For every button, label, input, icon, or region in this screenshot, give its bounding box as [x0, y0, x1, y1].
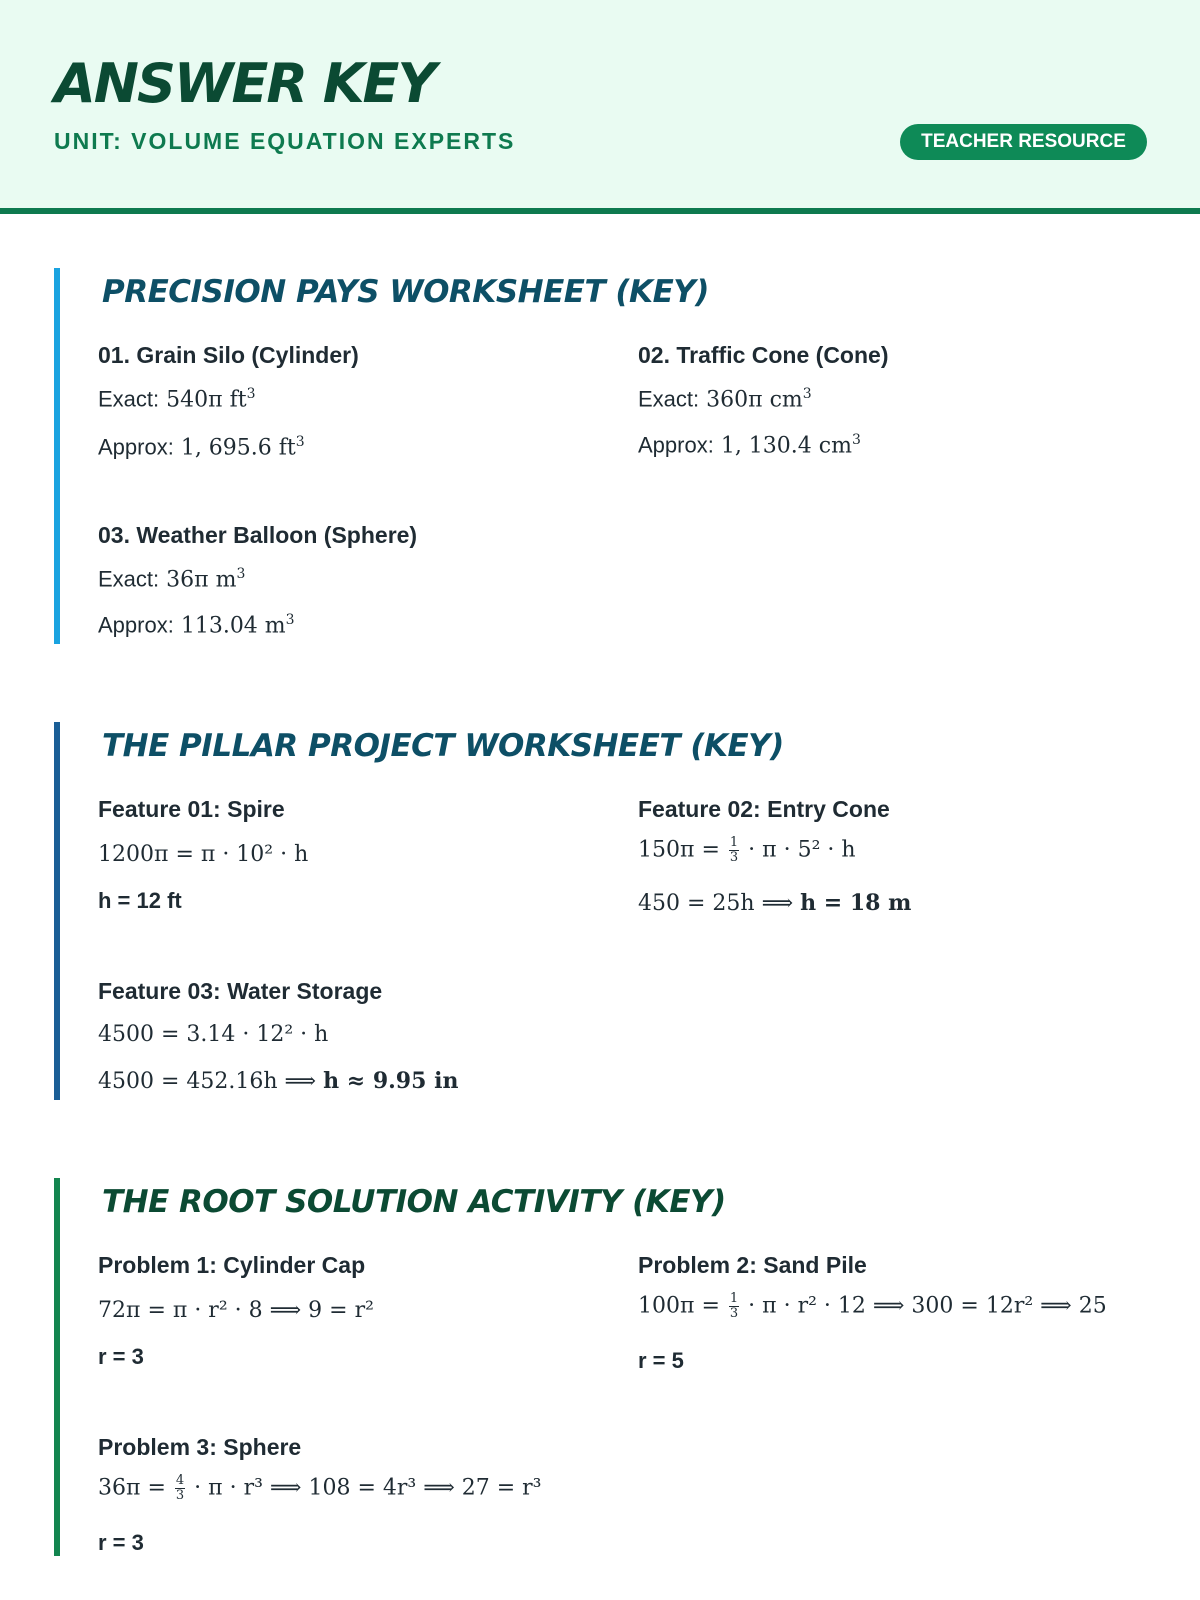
equation: 150π = $\frac{1}{3}$ · π · 5² · h [638, 835, 856, 865]
solution: h ≈ 9.95 in [323, 1068, 459, 1094]
problem-title: Problem 3: Sphere [98, 1434, 302, 1460]
feature-title: Feature 01: Spire [98, 796, 285, 822]
section-pillar-project [54, 722, 1200, 1100]
page-header [0, 0, 1200, 214]
teacher-resource-badge: TEACHER RESOURCE [900, 124, 1147, 160]
solution: h = 18 m [800, 890, 912, 916]
equation: 72π = π · r² · 8 ⟹ 9 = r² [98, 1298, 374, 1323]
page-title: ANSWER KEY [54, 52, 435, 115]
approx-answer: Approx: 1, 130.4 $cm^3$ [638, 432, 861, 459]
section-title: THE ROOT SOLUTION ACTIVITY (KEY) [102, 1184, 726, 1220]
approx-answer: Approx: 113.04 $m^3$ [98, 612, 295, 639]
unit-subtitle: UNIT: VOLUME EQUATION EXPERTS [54, 128, 516, 154]
equation: 4500 = 3.14 · 12² · h [98, 1022, 329, 1047]
solution: r = 3 [98, 1530, 144, 1555]
exact-answer: Exact: 540π $ft^3$ [98, 386, 256, 413]
exact-answer: Exact: 36π $m^3$ [98, 566, 246, 593]
section-accent-bar [54, 268, 60, 644]
fraction-four-thirds: $\frac{4}{3}$ [175, 1473, 185, 1503]
problem-title: 03. Weather Balloon (Sphere) [98, 522, 418, 548]
equation: 1200π = π · 10² · h [98, 842, 309, 867]
section-accent-bar [54, 1178, 60, 1556]
equation: 450 = 25h ⟹ h = 18 m [638, 890, 912, 916]
feature-title: Feature 03: Water Storage [98, 978, 383, 1004]
solution: h = 12 ft [98, 888, 182, 913]
equation: 36π = $\frac{4}{3}$ · π · r³ ⟹ 108 = 4r³ ⟹ 27 = r³ [98, 1473, 542, 1503]
problem-title: 02. Traffic Cone (Cone) [638, 342, 889, 368]
section-title: PRECISION PAYS WORKSHEET (KEY) [102, 274, 709, 310]
solution: r = 5 [638, 1348, 684, 1373]
section-root-solution [54, 1178, 1200, 1556]
section-accent-bar [54, 722, 60, 1100]
section-precision-pays [54, 268, 1200, 644]
problem-title: Problem 1: Cylinder Cap [98, 1252, 366, 1278]
approx-answer: Approx: 1, 695.6 $ft^3$ [98, 434, 305, 461]
feature-title: Feature 02: Entry Cone [638, 796, 890, 822]
solution: r = 3 [98, 1344, 144, 1369]
equation: 100π = $\frac{1}{3}$ · π · r² · 12 ⟹ 300 = 12r² ⟹ 25 [638, 1291, 1107, 1321]
exact-answer: Exact: 360π $cm^3$ [638, 386, 812, 413]
fraction-one-third: $\frac{1}{3}$ [729, 835, 739, 865]
section-title: THE PILLAR PROJECT WORKSHEET (KEY) [102, 728, 784, 764]
equation: 4500 = 452.16h ⟹ h ≈ 9.95 in [98, 1068, 459, 1094]
fraction-one-third: $\frac{1}{3}$ [729, 1291, 739, 1321]
problem-title: Problem 2: Sand Pile [638, 1252, 867, 1278]
problem-title: 01. Grain Silo (Cylinder) [98, 342, 359, 368]
